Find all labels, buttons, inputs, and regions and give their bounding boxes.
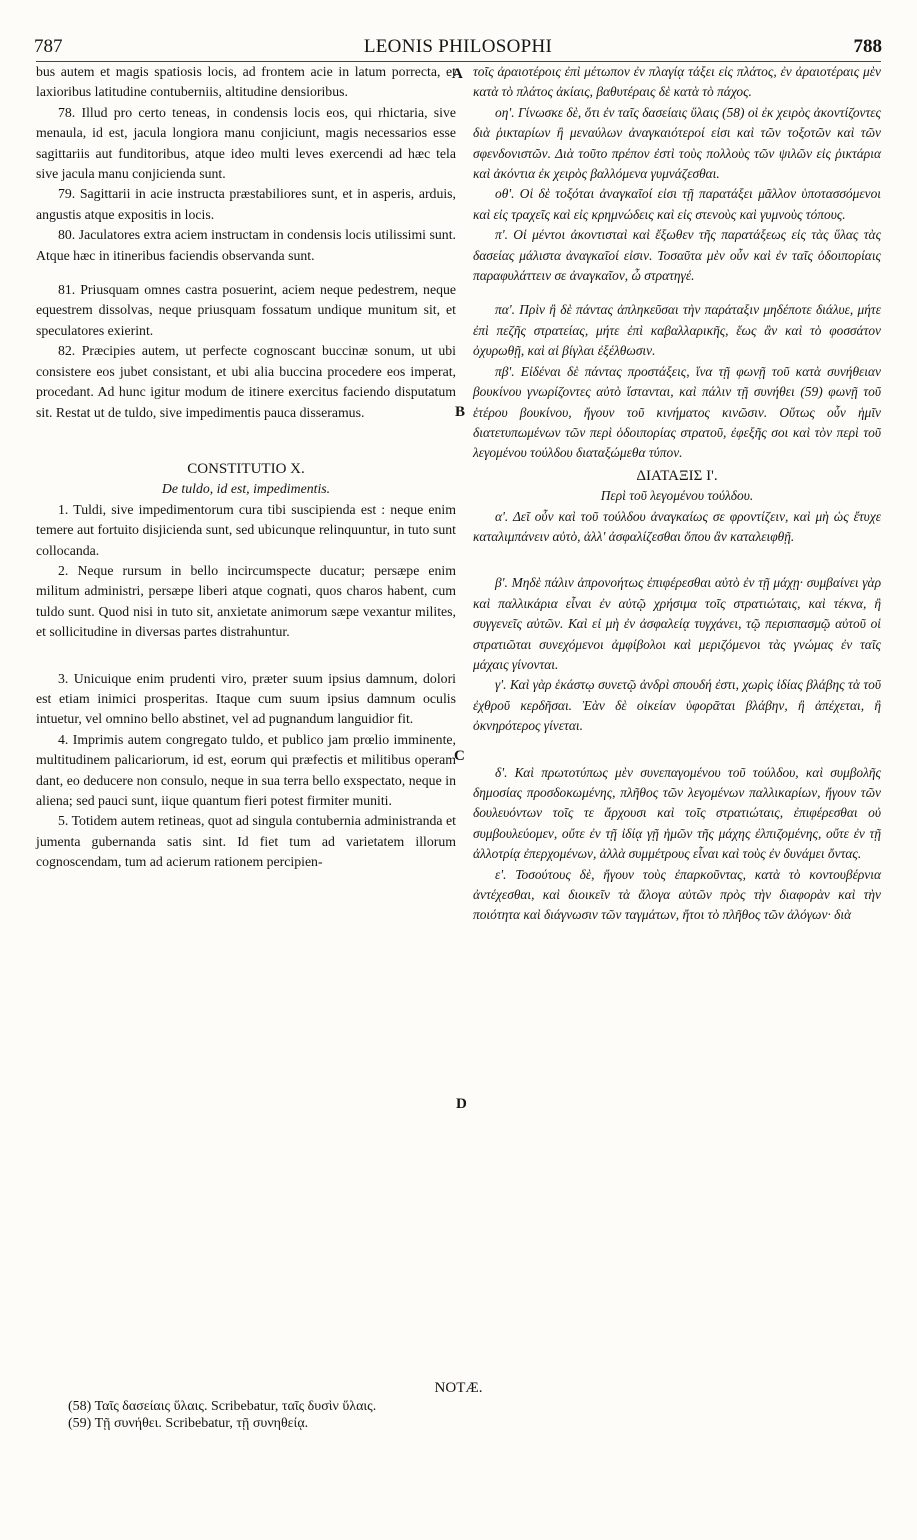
page-number-left: 787 — [34, 36, 63, 57]
latin-paragraph: 80. Jaculatores extra aciem instructam in condensis locis utilissimi sunt. Atque hæc in itineribus faciendis observanda sunt. — [36, 227, 456, 263]
latin-section-title: CONSTITUTIO X. — [187, 460, 305, 477]
greek-paragraph: α'. Δεῖ οὖν καὶ τοῦ τούλδου ἀναγκαίως σε φροντίζειν, καὶ μὴ ὡς ἔτυχε καταλιμπάνειν αὐτὸ, ἀλλ' ἀσφαλίζεσθαι ὅπου ἂν καταλειφθῇ. — [473, 508, 881, 544]
latin-paragraph: 78. Illud pro certo teneas, in condensis locis eos, qui rhictaria, sive menaula, id est, jacula longiora manu conjiciunt, magis necessarios esse sagittariis aut funditoribus, atque ideo multi leves exercendi ad hæc tela sive jacula manu conjicienda sunt. — [36, 104, 456, 182]
greek-paragraph: τοῖς ἀραιοτέροις ἐπὶ μέτωπον ἐν πλαγίᾳ τάξει εἰς πλάτος, ἐν ἀραιοτέραις μὲν κατὰ τὸ πλάτος ἀκίαις, βαθυτέραις δὲ κατὰ τὸ πάχος. — [473, 64, 881, 100]
latin-paragraph: 79. Sagittarii in acie instructa præstabiliores sunt, et in asperis, arduis, angustis atque expositis in locis. — [36, 186, 456, 222]
latin-paragraph: 4. Imprimis autem congregato tuldo, et publico jam prœlio imminente, multitudinem palicariorum, id est, eorum qui præfectis et militibus operam dant, eo deducere non consulo, neque in sua terra bello exspectato, neque in aliena; sed pauci sunt, iique quantum fieri potest firmiter muniti. — [36, 731, 456, 808]
latin-paragraph: bus autem et magis spatiosis locis, ad frontem acie in latum porrecta, et laxioribus latitudine contuberniis, altitudine densioribus. — [36, 64, 456, 100]
margin-letter-d: D — [456, 1096, 467, 1112]
greek-column — [473, 62, 881, 1377]
greek-paragraph: οη'. Γίνωσκε δὲ, ὅτι ἐν ταῖς δασείαις ὕλαις (58) οἱ ἐκ χειρὸς ἀκοντίζοντες διὰ ῥικταρίων ἢ μεναύλων ἀναγκαιότεροί εἰσι καὶ τῶν τοξοτῶν καὶ τῶν σφενδονιστῶν. Διὰ τοῦτο πρέπον ἐστὶ τοὺς πολλοὺς τῶν ψιλῶν εἰς ῥικτάρια καὶ ἀκόντια ἐκ χειρὸς βαλλόμενα γυμνάζεσθαι. — [473, 104, 881, 182]
notes-heading: NOTÆ. — [434, 1380, 483, 1396]
page-header — [34, 36, 882, 60]
greek-paragraph: γ'. Καὶ γὰρ ἑκάστῳ συνετῷ ἀνδρὶ σπουδή ἐστι, χωρὶς ἰδίας βλάβης τὰ τοῦ ἐχθροῦ κερδῆσαι. Ἐὰν δὲ οἰκείαν ὑφορᾶται βλάβην, ἢ ἀπέχεται, ἢ ὀκνηρότερος γίνεται. — [473, 677, 881, 734]
greek-section-title: ΔΙΑΤΑΞΙΣ Ι'. — [636, 467, 718, 484]
greek-paragraph: πβ'. Εἰδέναι δὲ πάντας προστάξεις, ἵνα τῇ φωνῇ τοῦ κατὰ συνήθειαν βουκίνου γνωρίζοντες αὐτὸ ἵστανται, καὶ πάλιν τῇ συνήθει (59) φωνῇ τοῦ ἑτέρου βουκίνου, ἤγουν τοῦ κινήματος κινῶσιν. Οὕτως οὖν ἡμῖν διατετυπωμένων τῶν περὶ ὁδοιπορίας στρατοῦ, ἐφεξῆς σοι καὶ τὸν περὶ τοῦ λεγομένου τούλδου διαταξώμεθα τύπον. — [473, 363, 881, 461]
latin-section-subtitle: De tuldo, id est, impedimentis. — [161, 481, 331, 497]
margin-letter-a: A — [452, 66, 463, 82]
footnote-58: (58) Ταῖς δασείαις ὕλαις. Scribebatur, ταῖς δυσὶν ὕλαις. — [68, 1399, 377, 1414]
footnotes — [36, 1380, 881, 1432]
greek-paragraph: πα'. Πρὶν ἢ δὲ πάντας ἀπληκεῦσαι τὴν παράταξιν μηδέποτε διάλυε, μήτε ἐπὶ πεζῆς στρατείας, μήτε ἐπὶ καβαλλαρικῆς, ἕως ἂν καὶ τὸ φοσσάτον ὀχυρωθῇ, καὶ αἱ βίγλαι ἐξέλθωσιν. — [473, 302, 881, 359]
greek-section-subtitle: Περὶ τοῦ λεγομένου τούλδου. — [600, 488, 754, 504]
latin-paragraph: 5. Totidem autem retineas, quot ad singula contubernia administranda et jumenta gubernanda satis sint. Id fiet tum ad varietatem illorum cognoscendam, tum ad acierum rationem percipien- — [36, 813, 456, 870]
latin-paragraph: 3. Unicuique enim prudenti viro, præter suum ipsius damnum, dolori est etiam inimici prosperitas. Itaque cum suum ipsius damnum oculis intuetur, vel omnino bello abstinet, vel ad pugnandum languidior fit. — [36, 670, 456, 727]
latin-paragraph: 82. Præcipies autem, ut perfecte cognoscant buccinæ sonum, ut ubi consistere eos jubet consistant, et ubi alia buccina procedere eos imperat, procedant. Ad hunc igitur modum de itinere exercitus faciendo disputatum sit. Restat ut de tuldo, sive impedimentis pauca disseramus. — [36, 343, 456, 420]
greek-paragraph: οθ'. Οἱ δὲ τοξόται ἀναγκαῖοί εἰσι τῇ παρατάξει μᾶλλον ὑποτασσόμενοι καὶ εἰς τραχεῖς καὶ εἰς κρημνώδεις καὶ εἰς στενοὺς καὶ γυμνοὺς τόπους. — [473, 186, 881, 222]
greek-paragraph: β'. Μηδὲ πάλιν ἀπρονοήτως ἐπιφέρεσθαι αὐτὸ ἐν τῇ μάχῃ· συμβαίνει γὰρ καὶ παλλικάρια εἶναι ἐν αὐτῷ χρήσιμα τοῖς στρατιώταις, καὶ τέκνα, ἢ συγγενεῖς αὐτῶν. Καὶ εἰ μὴ ἐν ἀσφαλείᾳ τυγχάνει, τῷ περισπασμῷ αὐτοῦ οἱ στρατιῶται συνεχόμενοι ἀμφίβολοι καὶ μεριζόμενοι τὰς γνώμας ἐν ταῖς μάχαις γίνονται. — [473, 575, 881, 672]
page-number-right: 788 — [853, 36, 882, 57]
latin-paragraph: 81. Priusquam omnes castra posuerint, aciem neque pedestrem, neque equestrem dissolvas, neque priusquam fossatum undique munitum sit, et speculatores exierint. — [36, 282, 456, 338]
latin-paragraph: 1. Tuldi, sive impedimentorum cura tibi suscipienda est : neque enim temere aut fortuito disjicienda sunt, sed ubicunque relinquuntur, in tuto sunt collocanda. — [36, 501, 456, 558]
margin-letter-b: B — [455, 404, 466, 420]
latin-paragraph: 2. Neque rursum in bello incircumspecte ducatur; persæpe enim militum administri, persæpe liberi atque cognati, quos charos habent, cum tuldo sunt. Quod nisi in tuto sit, anxietate animorum sæpe vexantur milites, et sollicitudine in diversas partes distrahuntur. — [36, 562, 456, 640]
margin-letter-c: C — [454, 748, 465, 764]
footnote-59: (59) Τῇ συνήθει. Scribebatur, τῇ συνηθείᾳ. — [68, 1416, 309, 1431]
running-title: LEONIS PHILOSOPHI — [363, 36, 553, 57]
greek-paragraph: π'. Οἱ μέντοι ἀκοντισταὶ καὶ ἔξωθεν τῆς παρατάξεως εἰς τὰς ὕλας τὰς δασείας μάλιστα ἀναγκαῖοί εἰσιν. Τοσαῦτα μὲν οὖν καὶ ἐν ταῖς ὁδοιπορίαις παραφυλάττειν σε ἀναγκαῖον, ὦ στρατηγέ. — [473, 227, 881, 284]
latin-column — [36, 62, 456, 1377]
greek-paragraph: ε'. Τοσούτους δὲ, ἤγουν τοὺς ἐπαρκοῦντας, κατὰ τὸ κοντουβέρνια ἀντέχεσθαι, καὶ διοικεῖν τὰ ἄλογα αὐτῶν πρὸς τὴν διαφορὰν καὶ τὴν ποιότητα καὶ διάγνωσιν τῶν ταγμάτων, ἤτοι τὸ πλῆθος τῶν ἀλόγων· διὰ — [473, 866, 881, 923]
greek-paragraph: δ'. Καὶ πρωτοτύπως μὲν συνεπαγομένου τοῦ τούλδου, καὶ συμβολῆς δημοσίας προσδοκωμένης, πλῆθος τῶν λεγομένων παλλικαρίων, ἤγουν τῶν δουλευόντων τοῖς τε ἄρχουσι καὶ τοῖς στρατιώταις, ἐπιφέρεσθαι οὐ συμβουλεύομεν, οὔτε ἐν τῇ ἰδίᾳ γῇ ἡμῶν τῆς μάχης ἐλπιζομένης, οὔτε ἐν τῇ ἀλλοτρίᾳ ἐπερχομένων, ἀλλὰ συμμέτρους εἶναι καὶ τοὺς ἐν δυνάμει ὄντας. — [473, 764, 881, 862]
